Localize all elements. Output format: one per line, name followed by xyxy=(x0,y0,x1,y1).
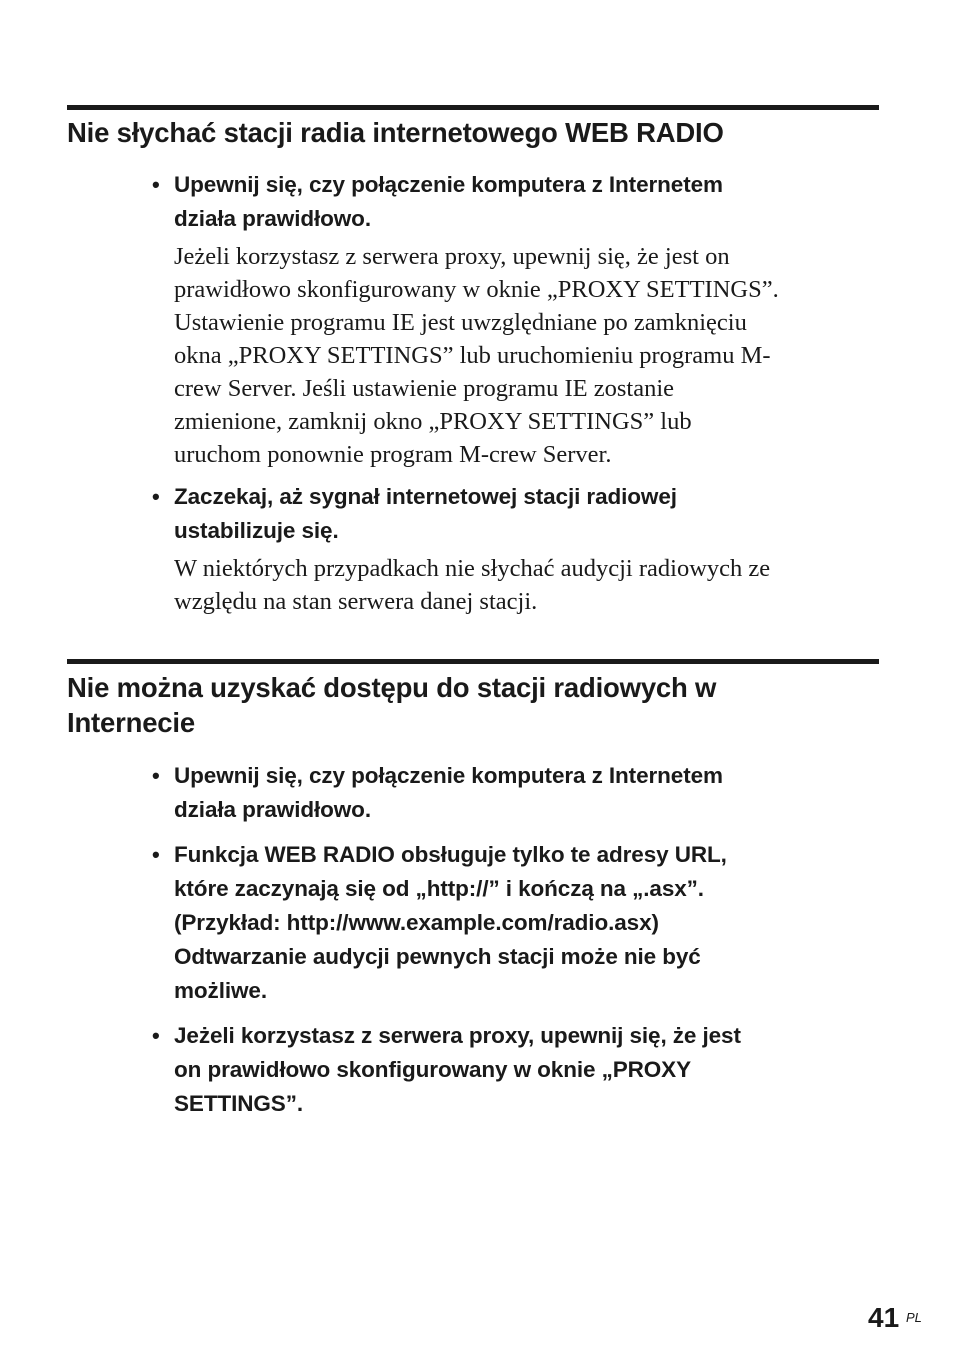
bullet-icon: • xyxy=(152,763,160,788)
bullet-icon: • xyxy=(152,1023,160,1048)
bullet-icon: • xyxy=(152,484,160,509)
list-item xyxy=(152,1019,872,1121)
item-title: Upewnij się, czy połączenie komputera z Internetem działa prawidłowo. xyxy=(174,763,723,822)
list-item xyxy=(152,759,872,827)
item-title: Funkcja WEB RADIO obsługuje tylko te adresy URL, które zaczynają się od „http://” i kończą na „.asx”. (Przykład: http://www.example.com/radio.asx) Odtwarzanie audycji pewnych stacji może nie być możliwe. xyxy=(174,842,727,1003)
list-item xyxy=(152,838,872,1008)
section-heading-web-radio-no-sound: Nie słychać stacji radia internetowego WEB RADIO xyxy=(67,117,724,148)
page-number: 41 xyxy=(868,1302,900,1333)
list-item xyxy=(152,168,872,471)
bullet-icon: • xyxy=(152,842,160,867)
language-tag: PL xyxy=(906,1310,922,1325)
list-item xyxy=(152,480,872,618)
item-body: W niektórych przypadkach nie słychać audycji radiowych ze względu na stan serwera danej stacji. xyxy=(174,555,771,615)
section-divider xyxy=(67,105,879,110)
item-title: Jeżeli korzystasz z serwera proxy, upewnij się, że jest on prawidłowo skonfigurowany w oknie „PROXY SETTINGS”. xyxy=(174,1023,741,1116)
bullet-icon: • xyxy=(152,172,160,197)
section-divider xyxy=(67,659,879,664)
item-body: Jeżeli korzystasz z serwera proxy, upewnij się, że jest on prawidłowo skonfigurowany w oknie „PROXY SETTINGS”. Ustawienie programu IE jest uwzględniane po zamknięciu okna „PROXY SETTINGS” lub uruchomieniu programu M- crew Server. Jeśli ustawienie programu IE zostanie zmienione, zamknij okno „PROXY SETTINGS” lub uruchom ponownie program M-crew Server. xyxy=(174,243,779,468)
section-heading-no-access: Nie można uzyskać dostępu do stacji radiowych w Internecie xyxy=(67,672,717,738)
item-title: Zaczekaj, aż sygnał internetowej stacji radiowej ustabilizuje się. xyxy=(174,484,677,543)
item-title: Upewnij się, czy połączenie komputera z Internetem działa prawidłowo. xyxy=(174,172,723,231)
